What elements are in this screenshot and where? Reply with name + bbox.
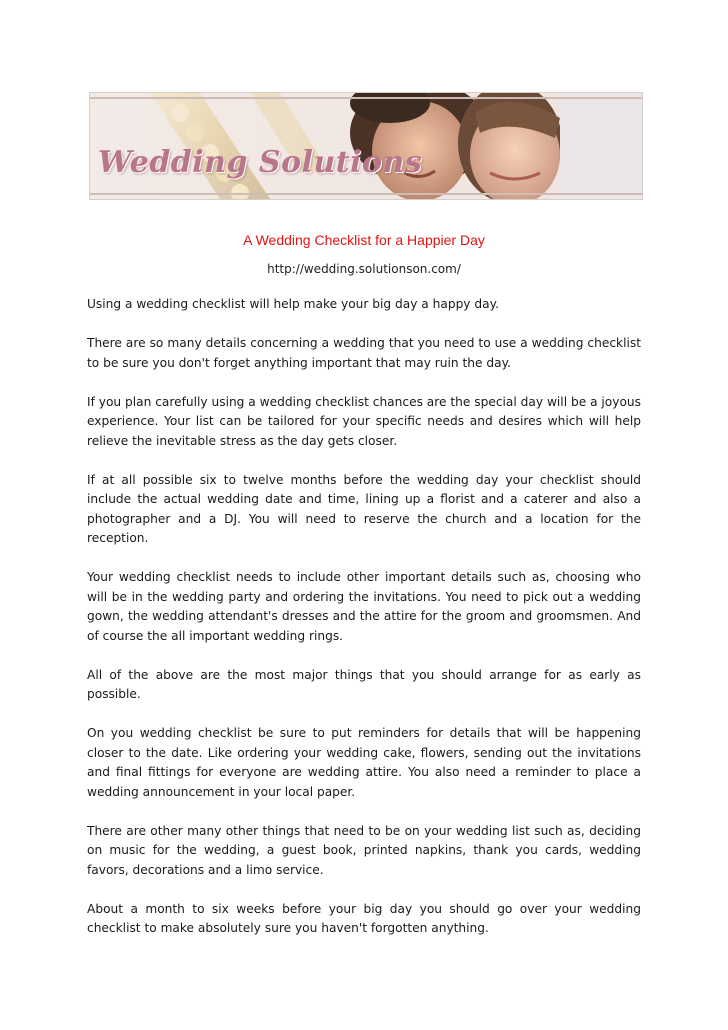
- site-logo: Wedding Solutions: [98, 145, 423, 180]
- paragraph: If you plan carefully using a wedding checklist chances are the special day will be a joyous experience. Your list can be tailored for your specific needs and desires which will help relieve the inevitable stress as the day gets closer.: [87, 394, 641, 448]
- paragraph: All of the above are the most major things that you should arrange for as early as possible.: [87, 667, 641, 701]
- paragraph: Using a wedding checklist will help make your big day a happy day.: [87, 297, 499, 311]
- paragraph: Your wedding checklist needs to include other important details such as, choosing who will be in the wedding party and ordering the invitations. You need to pick out a wedding gown, the wedding attendant's dresses and the attire for the groom and groomsmen. And of course the all important wedding rings.: [87, 570, 641, 643]
- banner-stripe-bottom: [90, 193, 642, 195]
- article-title: A Wedding Checklist for a Happier Day: [243, 232, 485, 248]
- paragraph: On you wedding checklist be sure to put reminders for details that will be happening closer to the date. Like ordering your wedding cake, flowers, sending out the invitations and final fittings for everyone are wedding attire. You also need a reminder to place a wedding announcement in your local paper.: [87, 726, 641, 799]
- article-body: [87, 295, 641, 958]
- banner-stripe-top: [90, 97, 642, 99]
- paragraph: If at all possible six to twelve months before the wedding day your checklist should include the actual wedding date and time, lining up a florist and a caterer and also a photographer and a DJ. You will need to reserve the church and a location for the reception.: [87, 472, 641, 545]
- paragraph: About a month to six weeks before your big day you should go over your wedding checklist to make absolutely sure you haven't forgotten anything.: [87, 901, 641, 935]
- paragraph: There are other many other things that need to be on your wedding list such as, deciding on music for the wedding, a guest book, printed napkins, thank you cards, wedding favors, decorations and a limo service.: [87, 823, 641, 877]
- article-url: http://wedding.solutionson.com/: [267, 262, 461, 276]
- header-banner: [89, 92, 643, 200]
- paragraph: There are so many details concerning a wedding that you need to use a wedding checklist to be sure you don't forget anything important that may ruin the day.: [87, 336, 641, 370]
